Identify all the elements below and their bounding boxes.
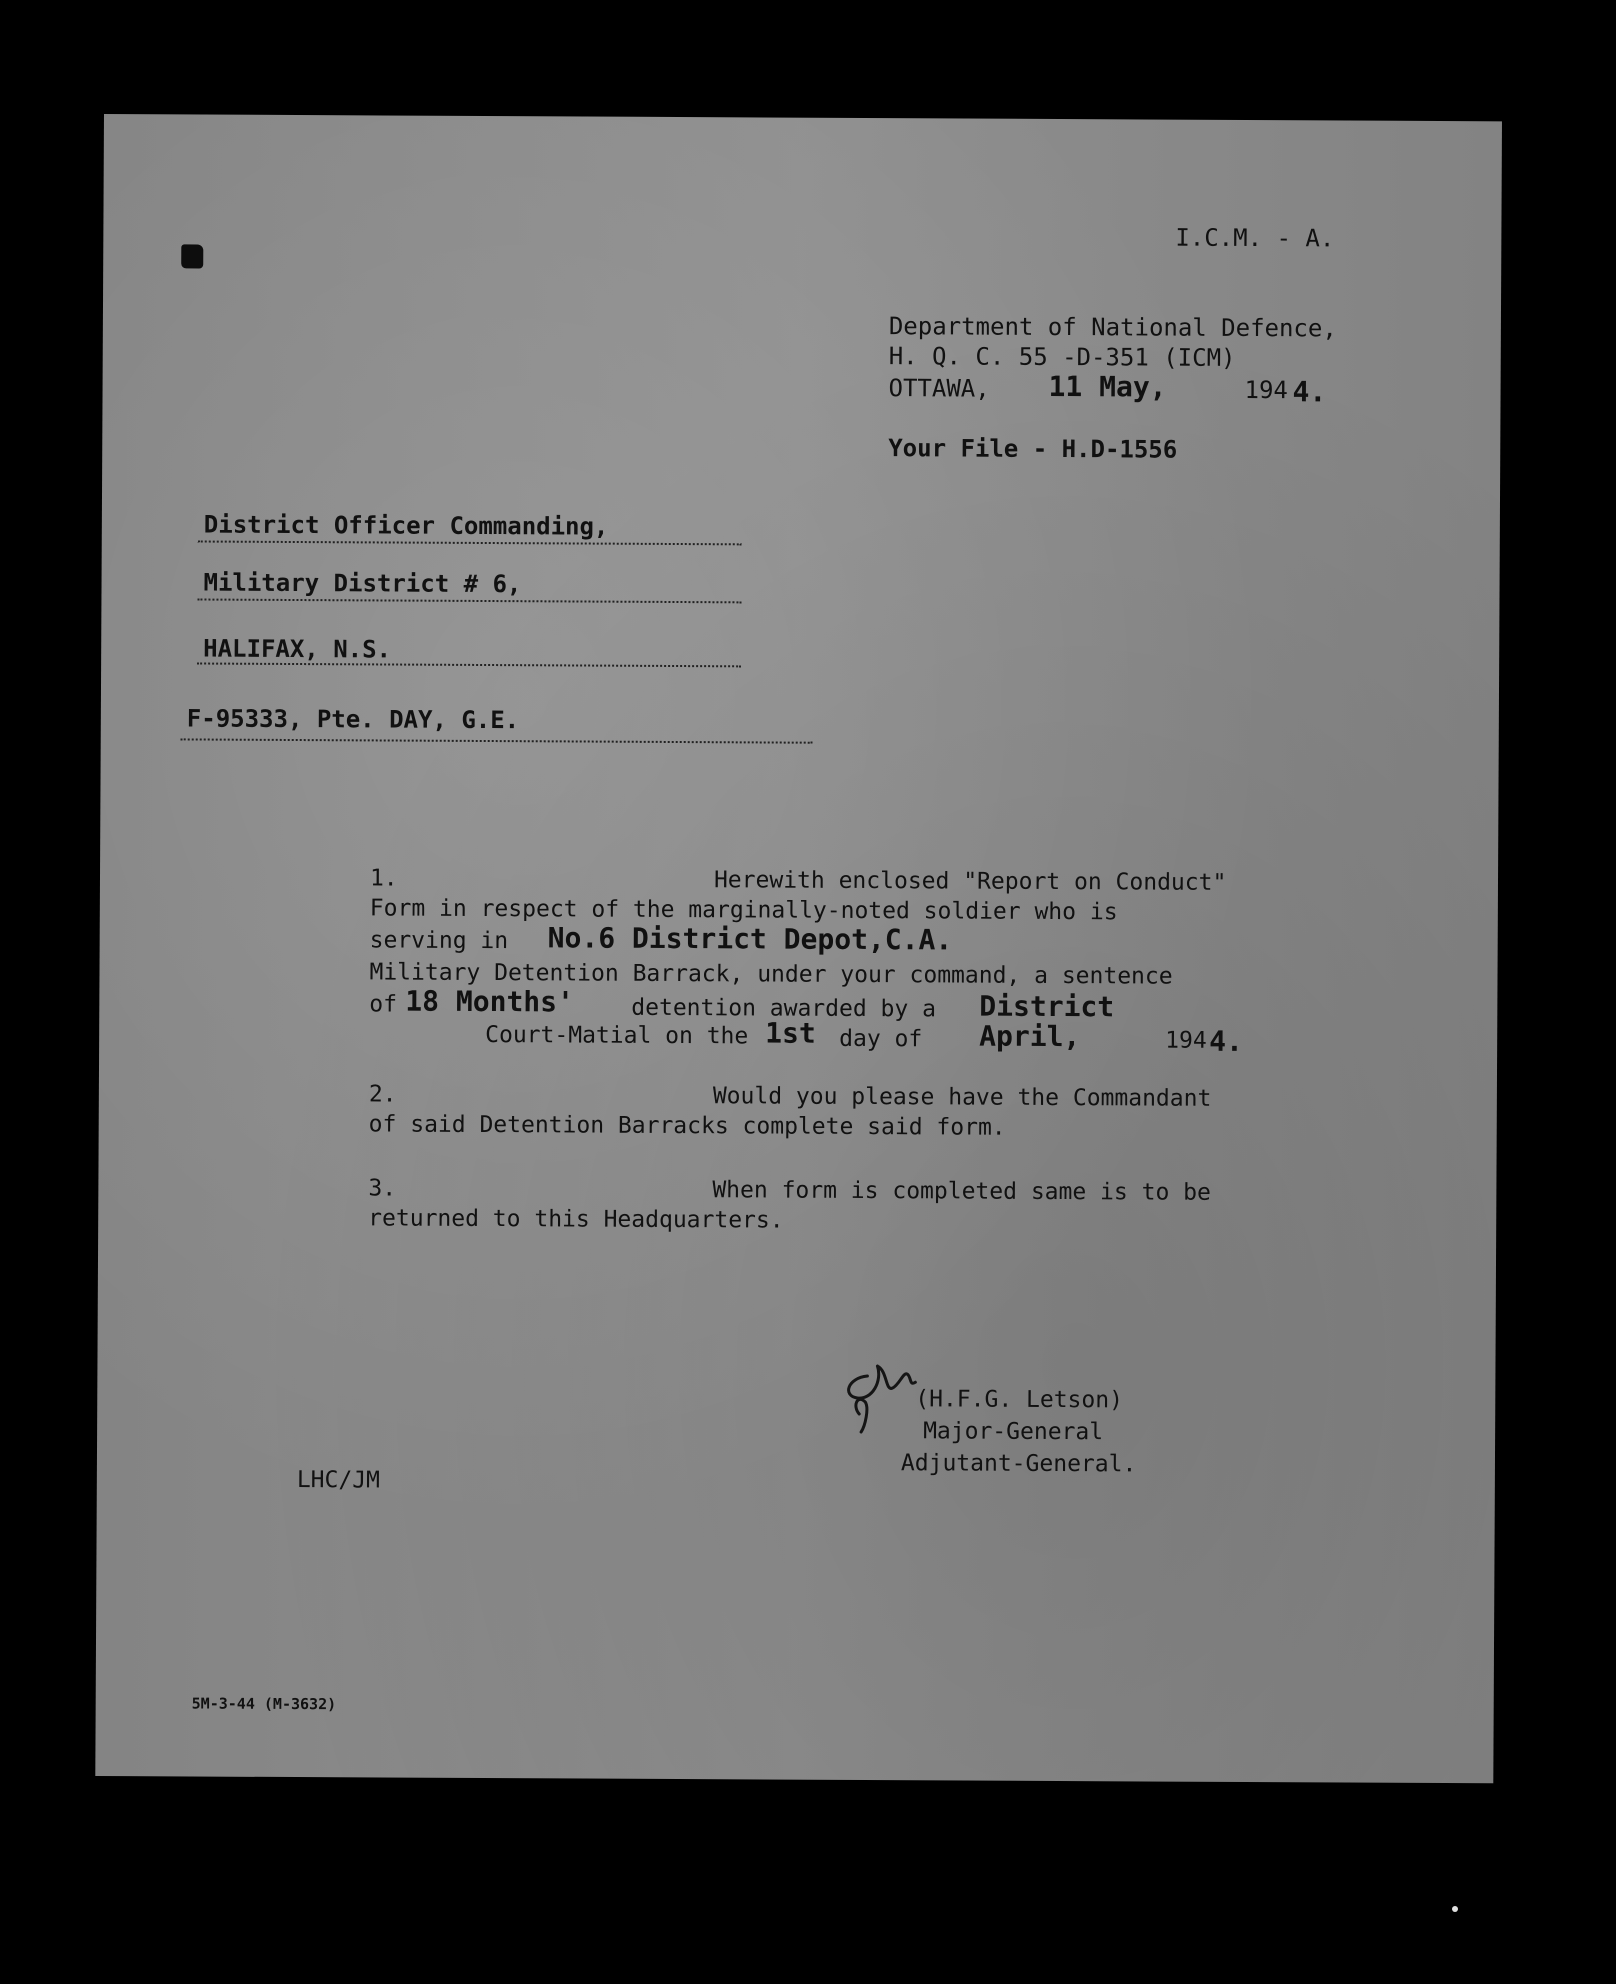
paragraph-3-number: 3. [368,1175,397,1202]
paragraph-1-line-6c: day of [839,1025,923,1053]
marginal-note: F-95333, Pte. DAY, G.E. [186,704,520,735]
your-file-reference: Your File - H.D-1556 [888,434,1178,464]
paragraph-1-line-3a: serving in [369,927,509,955]
paragraph-3-line-2: returned to this Headquarters. [368,1205,784,1234]
court-martial-day: 1st [765,1016,816,1050]
file-reference: H. Q. C. 55 -D-351 (ICM) [888,342,1236,372]
letter-date: 11 May, [1048,369,1167,404]
letter-year-suffix: 4. [1292,375,1327,409]
scan-speck [1452,1906,1458,1912]
typist-initials: LHC/JM [296,1467,381,1494]
court-martial-year-suffix: 4. [1209,1024,1243,1058]
paragraph-1-line-1: Herewith enclosed "Report on Conduct" [713,867,1227,896]
signatory-rank: Major-General [923,1418,1104,1446]
paragraph-1-line-5c: detention awarded by a [631,994,937,1023]
city: OTTAWA, [888,374,990,403]
addressee-rule-1 [198,540,742,545]
ink-blot [181,244,203,268]
addressee-line-1: District Officer Commanding, [203,510,609,541]
paragraph-1-number: 1. [369,865,398,892]
court-martial-year-prefix: 194 [1165,1027,1207,1054]
paragraph-1-line-4: Military Detention Barrack, under your command, a sentence [369,959,1173,990]
paragraph-2-number: 2. [368,1081,397,1108]
signatory-name: (H.F.G. Letson) [915,1386,1124,1414]
department-line: Department of National Defence, [888,312,1337,343]
sentence-length: 18 Months' [405,984,575,1019]
paragraph-2-line-1: Would you please have the Commandant [712,1083,1212,1112]
document-page [95,114,1502,1783]
addressee-rule-2 [197,598,741,603]
marginal-note-rule [181,738,813,743]
paragraph-1-line-5a: of [369,991,398,1018]
form-code: I.C.M. - A. [1175,223,1335,253]
paragraph-2-line-2: of said Detention Barracks complete said form. [368,1111,1006,1141]
addressee-line-2: Military District # 6, [203,568,522,599]
court-martial-month: April, [979,1019,1081,1054]
addressee-line-3: HALIFAX, N.S. [203,634,392,664]
letter-year-prefix: 194 [1244,375,1289,405]
signatory-title: Adjutant-General. [900,1450,1137,1478]
paragraph-3-line-1: When form is completed same is to be [712,1177,1211,1206]
court-type: District [979,989,1115,1024]
paragraph-1-line-2: Form in respect of the marginally-noted soldier who is [369,895,1118,926]
paragraph-1-line-6a: Court-Matial on the [485,1022,749,1050]
form-print-code: 5M-3-44 (M-3632) [191,1694,337,1714]
addressee-rule-3 [197,662,741,667]
unit-name: No.6 District Depot,C.A. [547,921,953,957]
